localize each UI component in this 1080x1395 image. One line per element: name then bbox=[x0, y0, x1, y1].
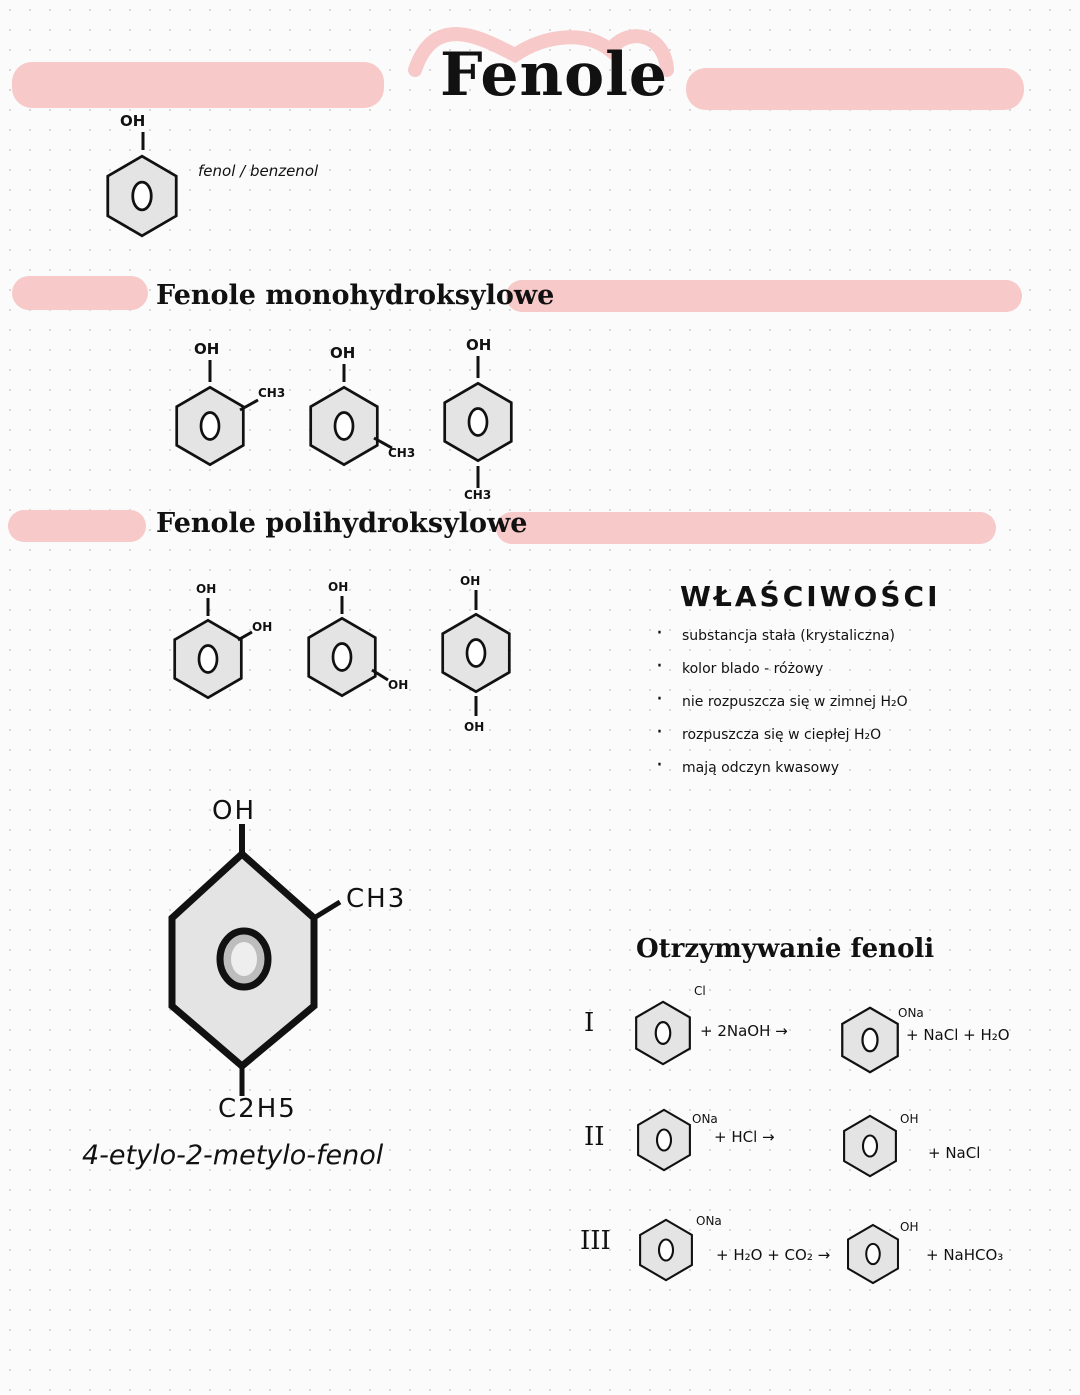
reaction-2-reagents: + HCl → bbox=[714, 1128, 775, 1146]
poly2-oh-label: OH bbox=[328, 580, 349, 594]
reaction-2-products: + NaCl bbox=[928, 1144, 981, 1162]
reaction-2-product-ring bbox=[842, 1106, 898, 1186]
example-c2h5-label: C2H5 bbox=[218, 1094, 297, 1124]
property-item: · nie rozpuszcza się w zimnej H₂O bbox=[656, 686, 908, 719]
title-band-right bbox=[686, 68, 1024, 110]
phenol-note: fenol / benzenol bbox=[198, 162, 319, 180]
mono3-ring bbox=[442, 374, 514, 470]
reaction-1-products: + NaCl + H₂O bbox=[906, 1026, 1010, 1044]
mono2-ch3-label: CH3 bbox=[388, 446, 416, 460]
reaction-2-product-substituent: OH bbox=[900, 1112, 919, 1126]
mono-band-left bbox=[12, 276, 148, 310]
property-item: · mają odczyn kwasowy bbox=[656, 752, 908, 785]
mono1-ch3-bond bbox=[240, 398, 260, 412]
poly1-oh2-label: OH bbox=[252, 620, 273, 634]
reaction-3-numeral: III bbox=[580, 1226, 611, 1256]
poly3-oh-label: OH bbox=[460, 574, 481, 588]
example-ch3-label: CH3 bbox=[346, 884, 407, 914]
property-item: · kolor blado - różowy bbox=[656, 653, 908, 686]
reaction-1-substituent: Cl bbox=[694, 984, 706, 998]
reaction-2-substituent: ONa bbox=[692, 1112, 718, 1126]
mono1-oh-label: OH bbox=[194, 340, 220, 358]
property-item: · substancja stała (krystaliczna) bbox=[656, 620, 908, 653]
reaction-1-product-ring bbox=[840, 998, 900, 1082]
reaction-1-product-substituent: ONa bbox=[898, 1006, 924, 1020]
mono3-bond-bottom bbox=[476, 466, 480, 488]
poly2-oh2-label: OH bbox=[388, 678, 409, 692]
mono3-ch3-label: CH3 bbox=[464, 488, 492, 502]
reaction-3-product-substituent: OH bbox=[900, 1220, 919, 1234]
property-item: · rozpuszcza się w ciepłej H₂O bbox=[656, 719, 908, 752]
poly2-ring bbox=[306, 610, 378, 704]
reaction-3-substituent: ONa bbox=[696, 1214, 722, 1228]
mono3-oh-label: OH bbox=[466, 336, 492, 354]
poly3-bond-bottom bbox=[474, 696, 478, 716]
title-band-left bbox=[12, 62, 384, 108]
mono-band-right bbox=[506, 280, 1022, 312]
example-molecule bbox=[160, 822, 340, 1100]
reaction-1-reagents: + 2NaOH → bbox=[700, 1022, 788, 1040]
poly-band-right bbox=[496, 512, 996, 544]
poly1-ring bbox=[172, 612, 244, 706]
mono2-oh-label: OH bbox=[330, 344, 356, 362]
mono1-ch3-label: CH3 bbox=[258, 386, 286, 400]
mono1-ring bbox=[174, 378, 246, 474]
reaction-3-reactant-ring bbox=[638, 1212, 694, 1288]
reaction-2-reactant-ring bbox=[636, 1102, 692, 1178]
phenol-oh-label: OH bbox=[120, 112, 146, 130]
reaction-3-reagents: + H₂O + CO₂ → bbox=[716, 1246, 831, 1264]
poly-heading: Fenole polihydroksylowe bbox=[156, 508, 528, 539]
properties-heading: WŁAŚCIWOŚCI bbox=[680, 580, 941, 613]
reaction-1-reactant-ring bbox=[634, 994, 692, 1072]
reaction-1-numeral: I bbox=[584, 1008, 595, 1038]
poly3-oh2-label: OH bbox=[464, 720, 485, 734]
phenol-ring bbox=[105, 148, 179, 244]
page-title: Fenole bbox=[440, 40, 669, 110]
preparation-heading: Otrzymywanie fenoli bbox=[636, 934, 935, 964]
poly-band-left bbox=[8, 510, 146, 542]
reaction-3-product-ring bbox=[846, 1216, 900, 1292]
poly1-oh-label: OH bbox=[196, 582, 217, 596]
reaction-3-products: + NaHCO₃ bbox=[926, 1246, 1004, 1264]
mono-heading: Fenole monohydroksylowe bbox=[156, 280, 555, 311]
mono2-ring bbox=[308, 378, 380, 474]
example-name: 4-etylo-2-metylo-fenol bbox=[82, 1140, 384, 1171]
reaction-2-numeral: II bbox=[584, 1122, 605, 1152]
properties-list bbox=[656, 620, 908, 785]
example-oh-label: OH bbox=[212, 796, 257, 826]
poly3-ring bbox=[440, 606, 512, 700]
